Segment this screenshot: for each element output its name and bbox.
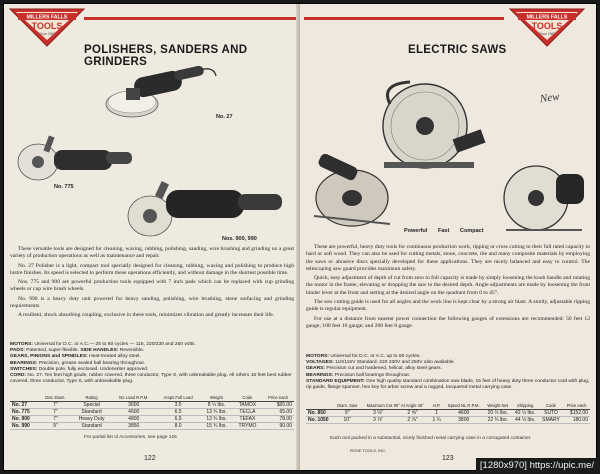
table-cell: 42 ½ lbs. xyxy=(512,409,539,416)
column-header: Diam. Saw xyxy=(334,404,361,409)
spec-value: Precision cut and hardened, helical, alloy steel gears. xyxy=(326,366,442,372)
column-header: Code xyxy=(539,404,563,409)
body-copy xyxy=(306,244,590,332)
spec-value: Precision, grease sealed ball bearing throughout. xyxy=(38,360,146,366)
table-cell: TECLA xyxy=(233,408,262,415)
table-row xyxy=(10,422,294,429)
table-cell: 8.0 xyxy=(156,422,200,429)
table-cell: 8 ¼ lbs. xyxy=(200,401,233,408)
price-table xyxy=(306,404,590,424)
brand-since: Since 1868 xyxy=(539,32,555,36)
table-cell: 1 ¼ xyxy=(430,416,444,423)
table-cell: TRYMO xyxy=(233,422,262,429)
millers-falls-logo xyxy=(8,7,86,47)
paragraph: Quick, easy adjustment of depth of cut from zero to full capacity is made by simply loosening the knob handle and rotating the motor in the frame, elevating or dropping the saw to the desired depth. Angle adjustments are made by loosening the front binder lever at the front and setting at the desired angle on the quadrant from 0 to 45°. xyxy=(306,275,590,296)
imprint: ROSE TOOLS, INC. xyxy=(350,448,387,453)
page-number-left: 122 xyxy=(144,455,156,462)
body-copy xyxy=(10,246,294,322)
page-title: ELECTRIC SAWS xyxy=(408,44,507,56)
column-header: Price each xyxy=(262,396,294,401)
table-cell: 20 ½ lbs. xyxy=(484,409,512,416)
table-cell: 4600 xyxy=(112,408,156,415)
column-header: Amps Full Load xyxy=(156,396,200,401)
header-rule xyxy=(304,17,504,20)
spec-key: VOLTAGES: xyxy=(306,360,334,366)
table-cell: 3 ⅛" xyxy=(361,409,395,416)
spec-value: 110/115V Standard. 220 230V and 250V also available. xyxy=(335,360,455,366)
table-cell: $152.00 xyxy=(563,409,590,416)
spec-value: Universal for D.C. or A.C.— 25 to 60 cycles — 115, 220/230 and 250 volts. xyxy=(34,342,196,347)
column-header: Maximum Cut 90° At Angle 45° xyxy=(361,404,430,409)
table-cell: 3600 xyxy=(112,401,156,408)
circular-saw-left-illustration xyxy=(308,154,396,234)
column-header: Disc Diam. xyxy=(39,396,71,401)
spec-key: SIDE HANDLES: xyxy=(80,348,119,354)
new-label: New xyxy=(539,90,561,106)
table-cell: TAMOX xyxy=(233,401,262,408)
spec-key: CORD: xyxy=(10,373,27,379)
table-cell: Special xyxy=(72,401,112,408)
sander-775-illustration xyxy=(16,132,136,184)
caption-no-775: No. 775 xyxy=(54,184,74,190)
table-cell: SUTO xyxy=(539,409,563,416)
table-cell: 13 ¾ lbs. xyxy=(200,408,233,415)
spec-value: No. 27. Ten feet high grade, rubber covered, three conductor, Type S, with unbreakable plug. All others 15 feet best rubber covered, three conductor, Type S, with unbreakable plug. xyxy=(10,373,292,385)
table-cell: 78.00 xyxy=(262,415,294,422)
column-header: Weight Net xyxy=(484,404,512,409)
catalog-spread xyxy=(4,4,596,470)
table-row xyxy=(10,415,294,422)
table-cell: 7" xyxy=(39,401,71,408)
brand-since: Since 1868 xyxy=(39,32,55,36)
column-header: Weight xyxy=(200,396,233,401)
table-header-row xyxy=(306,404,590,409)
paragraph: A resilient, shock absorbing coupling, exclusive in these tools, minimizes vibration and greatly increases their life. xyxy=(18,312,275,319)
column-header: No Load R.P.M. xyxy=(112,396,156,401)
polisher-27-illustration xyxy=(104,62,219,124)
spec-key: MOTORS: xyxy=(10,342,34,347)
table-cell: 7" xyxy=(39,408,71,415)
paragraph: Nos. 775 and 900 are powerful production tools equipped with 7 inch pads which can be replaced with cup grinding wheels or cup wire brush wheels. xyxy=(10,279,294,293)
table-cell: Standard xyxy=(72,408,112,415)
brand-line2: TOOLS xyxy=(31,21,63,31)
caption-fast: Fast xyxy=(438,228,450,234)
table-row xyxy=(306,416,590,423)
page-title: POLISHERS, SANDERS AND GRINDERS xyxy=(84,44,248,68)
table-cell: 7" xyxy=(39,415,71,422)
spec-key: BEARINGS: xyxy=(306,372,334,378)
table-cell: 3850 xyxy=(112,422,156,429)
spec-key: MOTORS: xyxy=(306,354,330,359)
watermark-url: [1280x970] https://upic.me/ xyxy=(476,458,598,474)
spec-key: PADS: xyxy=(10,348,25,354)
specifications xyxy=(10,342,294,385)
accessories-footnote: For partial list of Accessories, see page 126 xyxy=(84,435,177,440)
paragraph: No. 27 Polisher is a light, compact tool specially designed for cleaning, rubbing, waxing and polishing to produce high lustre finishes. Its speed is selected to perform these operations efficiently, and without damage in the shortest possible time. xyxy=(10,262,294,276)
table-row xyxy=(306,409,590,416)
table-cell: 3.5 xyxy=(156,401,200,408)
caption-compact: Compact xyxy=(460,228,484,234)
specifications xyxy=(306,354,590,391)
paragraph: The saw cutting guide is used for all angles and the work line is kept clear by a strong air blast. A sturdy, adjustable ripping guide is regular equipment. xyxy=(306,299,590,313)
packing-footnote: Each tool packed in a substantial, nicely finished metal carrying case in a corrugated container. xyxy=(330,436,532,441)
table-cell: $65.00 xyxy=(262,401,294,408)
column-header: Price each xyxy=(563,404,590,409)
column-header: Code xyxy=(233,396,262,401)
paragraph: No. 990 is a heavy duty unit powered for heavy sanding, polishing, wire brushing, stone surfacing and grinding requirements. xyxy=(10,295,294,310)
spec-value: Patented, super-flexible. xyxy=(26,348,79,354)
column-header: Speed NL R.P.M. xyxy=(444,404,484,409)
table-cell: 9" xyxy=(334,409,361,416)
table-cell: Heavy Duty xyxy=(72,415,112,422)
caption-no-900-990: Nos. 900, 990 xyxy=(222,236,257,242)
table-cell: 44 ½ lbs. xyxy=(512,416,539,423)
circular-saw-right-illustration xyxy=(496,154,588,236)
caption-no-27: No. 27 xyxy=(216,114,233,120)
table-cell: 2 ⅝" xyxy=(395,409,429,416)
table-row xyxy=(10,408,294,415)
spec-value: One high quality standard combination saw blade, 15 feet of heavy duty three conductor cord with plug, rip guide, flange spanner, hex key for arbor screw and a rugged, lacquered metal carrying case. xyxy=(306,378,590,391)
spec-value: Universal for D.C. or A.C. up to 60 cycles. xyxy=(330,354,421,359)
table-cell: 22 ¾ lbs. xyxy=(484,416,512,423)
millers-falls-logo xyxy=(508,7,586,47)
spec-key: STANDARD EQUIPMENT: xyxy=(306,378,365,384)
table-cell: 1 xyxy=(430,409,444,416)
table-cell: 2 ⅞" xyxy=(395,416,429,423)
table-cell: 65.00 xyxy=(262,408,294,415)
paragraph: For use at a distance from nearest power connection the following gauges of extensions are recommended: 50 feet 12 gauge; 100 feet 10 gauge; and 200 feet 8 gauge. xyxy=(306,315,590,329)
table-row xyxy=(10,401,294,408)
table-cell: TEFAX xyxy=(233,415,262,422)
table-cell: No. 900 xyxy=(10,415,39,422)
paragraph: These versatile tools are designed for cleaning, waxing, rubbing, polishing, sanding, wire brushing and grinding on a great variety of production operations as well as maintenance and repair. xyxy=(10,246,294,260)
column-header: Rating xyxy=(72,396,112,401)
paragraph: These are powerful, heavy duty tools for continuous production work, ripping or cross cutting to their full rated capacity in hard or soft wood. They can also be used for cutting metals, stone, concrete, tile and many composite materials by employing the saws or abrasive discs specially developed for these applications. They are nicely balanced and easy to control. The telescoping saw guard provides maximum safety. xyxy=(306,244,590,272)
header-rule xyxy=(84,17,296,20)
spec-key: SWITCHES: xyxy=(10,366,38,372)
spec-key: GEARS, PINIONS and SPINDLES: xyxy=(10,354,88,360)
table-cell: 90.00 xyxy=(262,422,294,429)
caption-powerful: Powerful xyxy=(404,228,428,234)
table-cell: 6.5 xyxy=(156,415,200,422)
table-cell: No. 850 xyxy=(306,409,334,416)
price-table xyxy=(10,396,294,430)
spec-value: Precision ball bearings throughout. xyxy=(334,372,411,378)
spec-key: BEARINGS: xyxy=(10,360,38,366)
table-cell: No. 775 xyxy=(10,408,39,415)
page-left xyxy=(4,4,300,470)
grinder-900-990-illustration xyxy=(122,176,292,240)
spec-value: Reversible. xyxy=(119,348,145,354)
table-cell: SMARY xyxy=(539,416,563,423)
page-number-right: 123 xyxy=(442,455,454,462)
table-cell: 6.5 xyxy=(156,408,200,415)
table-cell: 3800 xyxy=(444,416,484,423)
column-header: H.P. xyxy=(430,404,444,409)
spec-value: Double pole, fully enclosed. Underwriter approved. xyxy=(38,366,149,372)
brand-line1: MILLERS FALLS xyxy=(26,14,68,21)
table-cell: No. 27 xyxy=(10,401,39,408)
spec-key: GEARS: xyxy=(306,366,326,372)
spec-value: Heat-treated alloy steel. xyxy=(89,354,141,360)
page-right xyxy=(300,4,596,470)
table-cell: 4800 xyxy=(112,415,156,422)
table-cell: No. 990 xyxy=(10,422,39,429)
table-cell: 3 ⅞" xyxy=(361,416,395,423)
table-cell: 4600 xyxy=(444,409,484,416)
brand-line2: TOOLS xyxy=(531,21,563,31)
table-cell: No. 1050 xyxy=(306,416,334,423)
table-cell: 10" xyxy=(334,416,361,423)
column-header: Shipping xyxy=(512,404,539,409)
table-cell: 180.00 xyxy=(563,416,590,423)
brand-line1: MILLERS FALLS xyxy=(526,14,568,21)
table-cell: 15 ¾ lbs. xyxy=(200,422,233,429)
table-cell: 13 ¾ lbs. xyxy=(200,415,233,422)
table-cell: 9" xyxy=(39,422,71,429)
table-cell: Standard xyxy=(72,422,112,429)
